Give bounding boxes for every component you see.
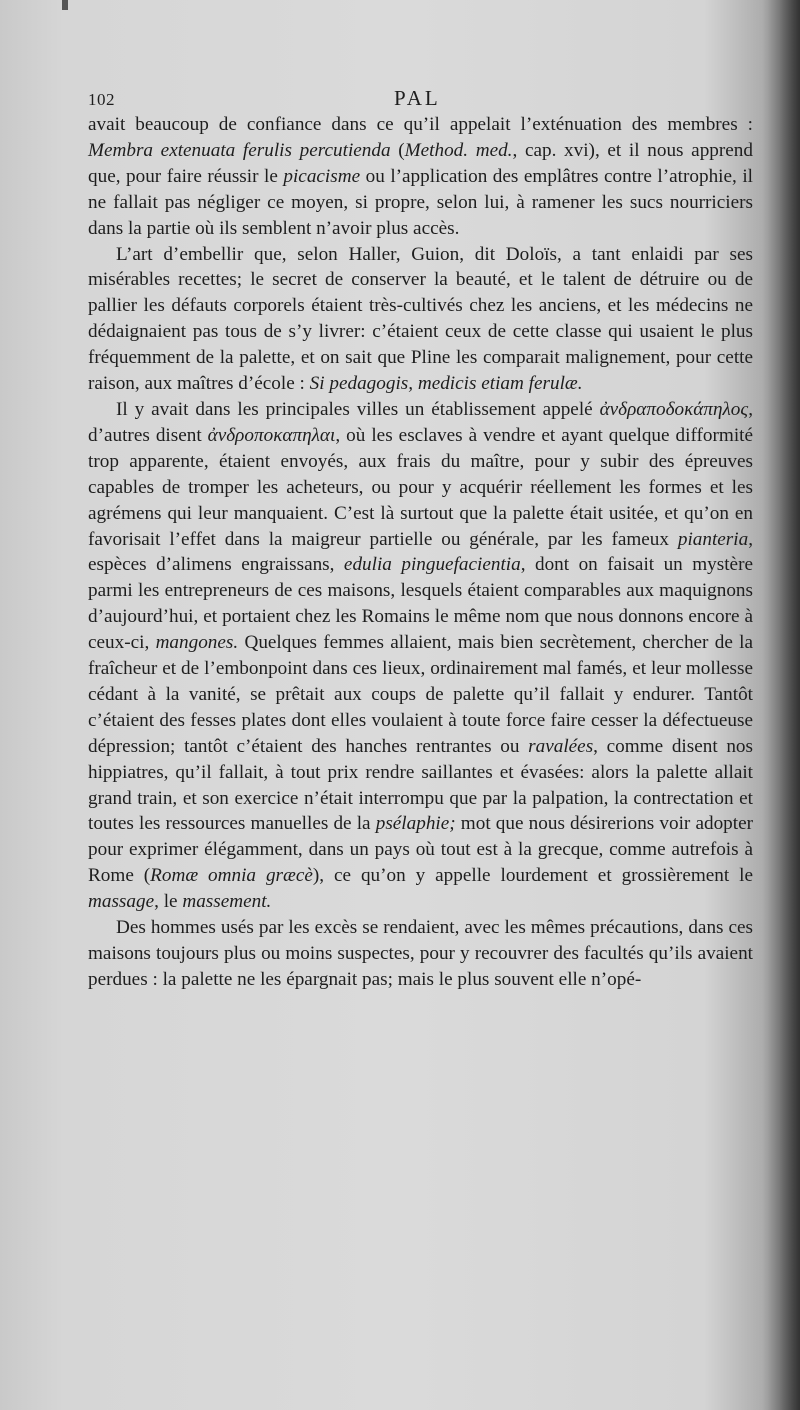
text-run: , d’autres disent: [88, 398, 753, 446]
running-head: [88, 86, 758, 114]
text-run: Des hommes usés par les excès se rendaient, avec les mêmes précautions, dans ces maisons toujours plus ou moins suspectes, pour y recouvrer des facultés qu’ils avaient perdues : la palette ne les épargnait pas; mais le plus souvent elle n’opé-: [88, 917, 753, 990]
text-run: , dont on faisait un mystère parmi les entrepreneurs de ces maisons, lesquels étaient comparables aux maquignons d’aujourd’hui, et portaient chez les Romains le même nom que nous donnons encore à ceux-ci,: [88, 554, 753, 654]
scan-mark: [62, 0, 68, 10]
term-pianteria: pianteria: [677, 528, 749, 550]
text-run: mot que nous désirerions voir adopter pour exprimer élégamment, dans un pays où tout est à la grecque, comme autrefois à Rome (: [88, 813, 753, 887]
term-massage: massage: [88, 891, 155, 913]
text-run: ), ce qu’on y appelle lourdement et grossièrement le: [312, 865, 753, 887]
term-picacisme: picacisme: [283, 165, 361, 187]
latin-quote: Romæ omnia græcè: [150, 865, 313, 887]
text-run: avait beaucoup de confiance dans ce qu’il appelait l’exténuation des membres :: [88, 114, 753, 135]
latin-quote: Si pedagogis, medicis etiam ferulæ.: [309, 373, 583, 395]
text-run: ou l’application des emplâtres contre l’atrophie, il ne fallait pas négliger ce moyen, si propre, selon lui, à ramener les sucs nourriciers dans la partie où ils semblent n’avoir plus accès.: [88, 165, 753, 239]
spine-shadow: [762, 0, 800, 1410]
greek-term: ἀνδραποδοκάπηλος: [599, 398, 749, 420]
paragraph-4: [88, 915, 753, 993]
latin-term: mangones.: [155, 632, 239, 654]
text-run: L’art d’embellir que, selon Haller, Guion, dit Doloïs, a tant enlaidi par ses misérables recettes; le secret de conserver la beauté, et le talent de détruire ou de pallier les défauts corporels étaient très-cultivés chez les anciens, et les médecins ne dédaignaient pas tous de s’y livrer: c’étaient ceux de cette classe qui usaient le plus fréquemment de la palette, et on sait que Pline les comparait malignement, pour cette raison, aux maîtres d’école :: [88, 243, 753, 395]
term-ravalees: ravalées: [528, 735, 594, 757]
term-pselaphie: psélaphie;: [375, 813, 456, 835]
text-run: , comme disent nos hippiatres, qu’il fallait, à tout prix rendre saillantes et évasées: alors la palette allait grand train, et son exercice n’était interrompu que par la palpation, la contrectation et toutes les ressources manuelles de la: [88, 735, 753, 835]
page-number: 102: [88, 90, 115, 109]
paragraph-1: [88, 112, 753, 242]
section-title: PAL: [394, 86, 441, 110]
text-run: Il y avait dans les principales villes un établissement appelé: [116, 398, 600, 420]
text-run: , le: [154, 891, 183, 913]
text-run: , où les esclaves à vendre et ayant quelque difformité trop apparente, étaient envoyés, aux frais du maître, pour y subir des épreuves capables de tromper les acheteurs, ou pour y acquérir réellement les formes et les agrémens qui leur manquaient. C’est là surtout que la palette était usitée, et qu’on en favorisait l’effet dans la maigreur partielle ou générale, par les fameux: [88, 424, 753, 550]
text-run: , espèces d’alimens engraissans,: [88, 528, 753, 576]
latin-term: edulia pinguefacientia: [343, 554, 521, 576]
text-run: Quelques femmes allaient, mais bien secrètement, chercher de la fraîcheur et de l’embonpoint dans ces lieux, ordinairement mal famés, et leur mollesse cédant à la vanité, se prêtait aux coups de palette qu’il fallait y endurer. Tantôt c’étaient des fesses plates dont elles voulaient à toute force faire cesser la défectueuse dépression; tantôt c’étaient des hanches rentrantes ou: [88, 632, 753, 757]
greek-term: ἀνδροποκαπηλαι: [207, 424, 336, 446]
text-run: (: [390, 139, 405, 161]
latin-quote: Membra extenuata ferulis percutienda: [88, 139, 391, 161]
text-run: , cap. xvi), et il nous apprend que, pour faire réussir le: [88, 139, 753, 187]
term-massement: massement.: [182, 891, 272, 913]
body-text: [88, 112, 753, 993]
paragraph-2: [88, 242, 753, 397]
paragraph-3: [88, 397, 753, 915]
citation-title: Method. med.: [404, 139, 513, 161]
